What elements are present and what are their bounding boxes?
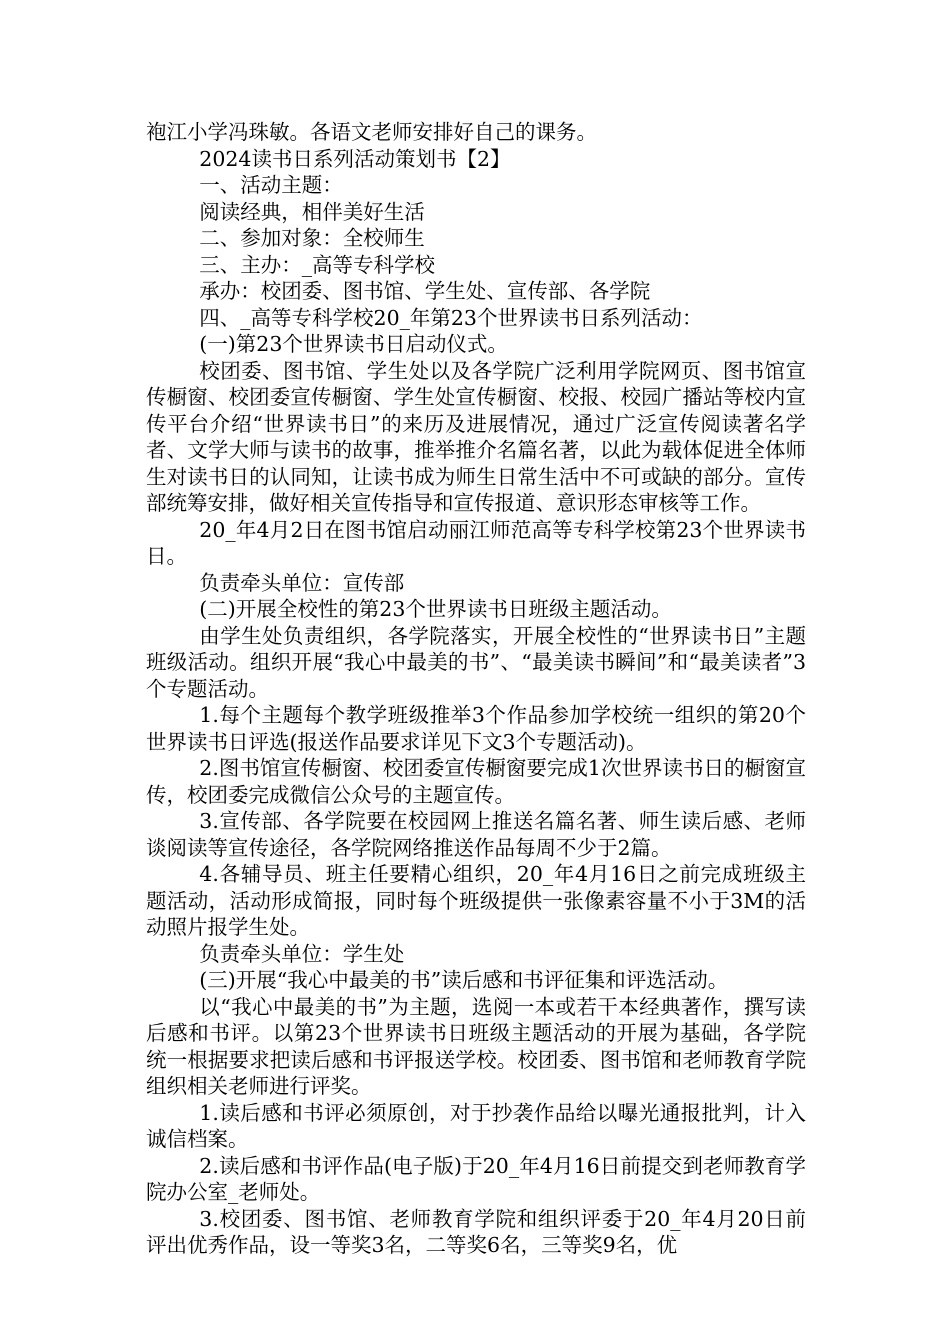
heading-activities: 四、_高等专科学校20_年第23个世界读书日系列活动：	[199, 305, 703, 330]
list-item: 2.图书馆宣传橱窗、校团委宣传橱窗要完成1次世界读书日的橱窗宣传，校团委完成微信公众号的主题宣传。	[146, 756, 806, 807]
paragraph: 袍江小学冯珠敏。各语文老师安排好自己的课务。	[146, 120, 597, 144]
paragraph: 20_年4月2日在图书馆启动丽江师范高等专科学校第23个世界读书日。	[146, 517, 806, 568]
paragraph: 阅读经典，相伴美好生活	[199, 199, 425, 224]
section-title: 2024读书日系列活动策划书【2】	[199, 146, 511, 171]
paragraph: 负责牵头单位：宣传部	[199, 570, 405, 595]
list-item: 4.各辅导员、班主任要精心组织，20_年4月16日之前完成班级主题活动，活动形成简报，同时每个班级提供一张像素容量不小于3M的活动照片报学生处。	[146, 862, 806, 939]
heading-participants: 二、参加对象：全校师生	[199, 226, 425, 250]
subheading: (一)第23个世界读书日启动仪式。	[199, 332, 508, 356]
list-item: 3.宣传部、各学院要在校园网上推送名篇名著、师生读后感、老师谈阅读等宣传途径，各学院网络推送作品每周不少于2篇。	[146, 809, 806, 860]
list-item: 2.读后感和书评作品(电子版)于20_年4月16日前提交到老师教育学院办公室_老师处。	[146, 1153, 806, 1204]
subheading: (二)开展全校性的第23个世界读书日班级主题活动。	[199, 597, 672, 621]
paragraph: 以“我心中最美的书”为主题，选阅一本或若干本经典著作，撰写读后感和书评。以第23个世界读书日班级主题活动的开展为基础，各学院统一根据要求把读后感和书评报送学校。校团委、图书馆和老师教育学院组织相关老师进行评奖。	[146, 994, 806, 1098]
heading-theme: 一、活动主题：	[199, 173, 343, 197]
paragraph: 由学生处负责组织，各学院落实，开展全校性的“世界读书日”主题班级活动。组织开展“我心中最美的书”、“最美读书瞬间”和“最美读者”3个专题活动。	[146, 623, 806, 701]
list-item: 1.读后感和书评必须原创，对于抄袭作品给以曝光通报批判，计入诚信档案。	[146, 1100, 806, 1151]
document-body	[146, 119, 806, 1259]
list-item: 3.校团委、图书馆、老师教育学院和组织评委于20_年4月20日前评出优秀作品，设一等奖3名，二等奖6名，三等奖9名，优	[146, 1206, 806, 1257]
subheading: (三)开展“我心中最美的书”读后感和书评征集和评选活动。	[199, 968, 729, 992]
paragraph: 承办：校团委、图书馆、学生处、宣传部、各学院	[199, 279, 651, 303]
list-item: 1.每个主题每个教学班级推举3个作品参加学校统一组织的第20个世界读书日评选(报送作品要求详见下文3个专题活动)。	[146, 703, 806, 754]
heading-host: 三、主办：_高等专科学校	[199, 252, 436, 277]
paragraph: 校团委、图书馆、学生处以及各学院广泛利用学院网页、图书馆宣传橱窗、校团委宣传橱窗、学生处宣传橱窗、校报、校园广播站等校内宣传平台介绍“世界读书日”的来历及进展情况，通过广泛宣传阅读著名学者、文学大师与读书的故事，推举推介名篇名著，以此为载体促进全体师生对读书日的认同知，让读书成为师生日常生活中不可或缺的部分。宣传部统筹安排，做好相关宣传指导和宣传报道、意识形态审核等工作。	[146, 358, 806, 515]
paragraph: 负责牵头单位：学生处	[199, 941, 405, 966]
